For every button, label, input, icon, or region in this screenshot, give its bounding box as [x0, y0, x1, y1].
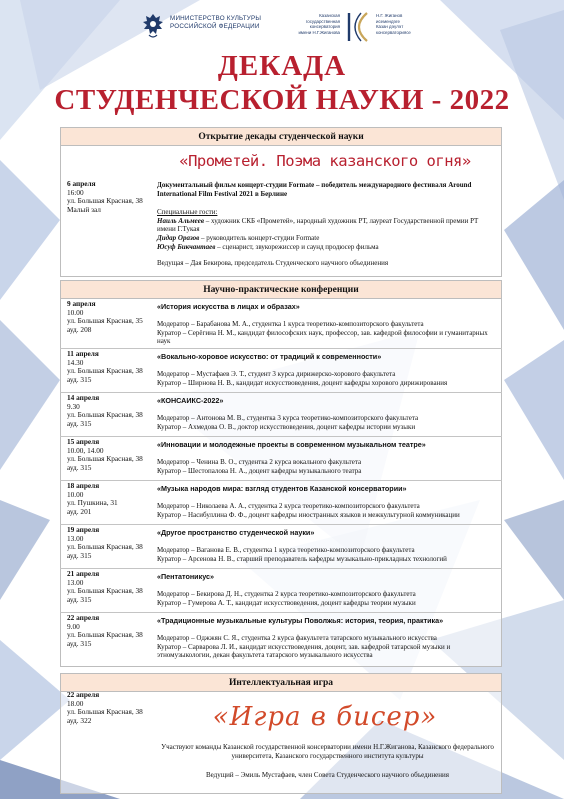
- opening-when-where: [67, 180, 153, 214]
- conference-title: «КОНСАИКС-2022»: [157, 396, 224, 405]
- event-room: ауд. 315: [67, 418, 92, 428]
- event-address: ул. Большая Красная, 38: [67, 366, 143, 376]
- conference-moderator: Модератор – Ченина В. О., студентка 2 курса вокального факультета: [157, 458, 362, 466]
- guest-name: Юсуф Бикчантаев: [157, 242, 216, 251]
- conference-moderator: Модератор – Оджжян С. Я., студентка 2 курса факультета татарского музыкального искусства: [157, 634, 437, 642]
- game-host: Ведущий – Эмиль Мустафаев, член Совета Студенческого научного объединения: [205, 771, 449, 779]
- event-time: 9.00: [67, 621, 80, 631]
- conference-moderator: Модератор – Мустафаев Э. Т., студент 3 курса дирижерско-хорового факультета: [157, 370, 396, 378]
- header-logos: [140, 10, 440, 44]
- event-room: Малый зал: [67, 204, 101, 214]
- event-time: 14.30: [67, 357, 84, 367]
- conference-when-where: [67, 300, 153, 334]
- conference-curator: Куратор – Гумерова А. Т., кандидат искусствоведения, доцент кафедры теории музыки: [157, 598, 416, 607]
- conference-title: «Инновации и молодежные проекты в современном музыкальном театре»: [157, 440, 426, 449]
- row-divider: [60, 436, 502, 437]
- event-time: 13.00: [67, 577, 84, 587]
- conference-when-where: [67, 526, 153, 560]
- event-date: 18 апреля: [67, 481, 100, 490]
- event-address: ул. Большая Красная, 38: [67, 586, 143, 596]
- conference-when-where: [67, 570, 153, 604]
- conference-moderator: Модератор – Барабанова М. А., студентка 1 курса теоретико-композиторского факультета: [157, 320, 424, 328]
- event-time: 13.00: [67, 533, 84, 543]
- row-divider: [60, 568, 502, 569]
- event-time: 18.00: [67, 698, 84, 708]
- conference-people: [157, 634, 497, 660]
- event-time: 9.30: [67, 401, 80, 411]
- conference-curator: Куратор – Шестопалова Н. А., доцент кафедры музыкального театра: [157, 466, 362, 475]
- event-address: ул. Большая Красная, 38: [67, 196, 143, 206]
- conference-title: «Традиционные музыкальные культуры Поволжья: история, теория, практика»: [157, 616, 444, 625]
- conference-title: «Другое пространство студенческой науки»: [157, 528, 315, 537]
- section-header-game: Интеллектуальная игра: [60, 673, 502, 692]
- event-room: ауд. 315: [67, 462, 92, 472]
- guest-name: Наиль Альмеев: [157, 216, 204, 225]
- event-address: ул. Большая Красная, 38: [67, 410, 143, 420]
- event-room: ауд. 315: [67, 374, 92, 384]
- event-time: 10.00, 14.00: [67, 445, 104, 455]
- game-when-where: [67, 691, 153, 725]
- conference-when-where: [67, 438, 153, 472]
- event-time: 10.00: [67, 489, 84, 499]
- section-header-conferences: Научно-практические конференции: [60, 280, 502, 299]
- conference-people: [157, 370, 497, 387]
- conference-people: [157, 590, 497, 607]
- section-header-opening: Открытие декады студенческой науки: [60, 127, 502, 146]
- ministry-name: МИНИСТЕРСТВО КУЛЬТУРЫ РОССИЙСКОЙ ФЕДЕРАЦИИ: [170, 15, 262, 30]
- conference-moderator: Модератор – Ваганова Е. В., студентка 1 курса теоретико-композиторского факультета: [157, 546, 415, 554]
- conference-title: «Вокально-хоровое искусство: от традиций к современности»: [157, 352, 382, 361]
- row-divider: [60, 480, 502, 481]
- row-divider: [60, 392, 502, 393]
- game-participants: Участвуют команды Казанской государственной консерватории имени Н.Г.Жиганова, Казанского федерального университета, Казанского государственного института культуры: [161, 743, 494, 760]
- event-room: ауд. 315: [67, 550, 92, 560]
- conference-moderator: Модератор – Николаева А. А., студентка 2 курса теоретико-композиторского факультета: [157, 502, 420, 510]
- conservatory-name-tt: Н.Г. Жиганов исемендәге Казан дәүләт консерваториясе: [376, 13, 411, 35]
- conference-curator: Куратор – Серёгина Н. М., кандидат философских наук, профессор, зав. кафедрой философии и гуманитарных наук: [157, 328, 488, 346]
- event-date: 9 апреля: [67, 299, 96, 308]
- conference-when-where: [67, 614, 153, 648]
- conference-title: «Музыка народов мира: взгляд студентов Казанской консерватории»: [157, 484, 407, 493]
- event-room: ауд. 322: [67, 715, 92, 725]
- conference-people: [157, 414, 497, 431]
- opening-host: Ведущая – Дая Бекирова, председатель Студенческого научного объединения: [157, 259, 389, 268]
- guest-2: Дидар Оразов – руководитель концерт-студии Formate: [157, 233, 320, 242]
- event-address: ул. Пушкина, 31: [67, 498, 118, 508]
- opening-film-title: «Прометей. Поэма казанского огня»: [179, 152, 471, 170]
- event-date: 14 апреля: [67, 393, 100, 402]
- conference-curator: Куратор – Насибуллина Ф. Ф., доцент кафедры иностранных языков и межкультурной коммуникации: [157, 510, 460, 519]
- event-room: ауд. 315: [67, 594, 92, 604]
- conference-moderator: Модератор – Бекирова Д. Н., студентка 2 курса теоретико-композиторского факультета: [157, 590, 416, 598]
- guest-1: Наиль Альмеев – художник СКБ «Прометей», народный художник РТ, лауреат Государственной премии РТ имени Г.Тукая: [157, 216, 479, 234]
- conference-title: «История искусства в лицах и образах»: [157, 302, 300, 311]
- event-time: 16:00: [67, 187, 84, 197]
- conference-people: [157, 546, 497, 563]
- event-address: ул. Большая Красная, 35: [67, 316, 143, 326]
- conference-people: [157, 502, 497, 519]
- event-date: 22 апреля: [67, 690, 100, 699]
- row-divider: [60, 612, 502, 613]
- film-description: Документальный фильм концерт-студии Formate – победитель международного фестиваля Around International Film Festival 2021 в Берлине: [157, 181, 472, 198]
- event-address: ул. Большая Красная, 38: [67, 707, 143, 717]
- event-date: 22 апреля: [67, 613, 100, 622]
- game-title: «Игра в бисер»: [212, 702, 438, 732]
- conservatory-name-ru: Казанская государственная консерватория имени Н.Г.Жиганова: [298, 13, 340, 35]
- conservatory-logo-icon: [345, 11, 371, 43]
- conference-when-where: [67, 482, 153, 516]
- page-title-line2: СТУДЕНЧЕСКОЙ НАУКИ - 2022: [54, 84, 510, 116]
- event-address: ул. Большая Красная, 38: [67, 630, 143, 640]
- conference-when-where: [67, 394, 153, 428]
- ministry-emblem-icon: [140, 12, 166, 40]
- conference-curator: Куратор – Ширнова Н. В., кандидат искусствоведения, доцент кафедры хорового дирижирования: [157, 378, 448, 387]
- event-room: ауд. 315: [67, 638, 92, 648]
- event-room: ауд. 201: [67, 506, 92, 516]
- event-date: 6 апреля: [67, 179, 96, 188]
- page-title-line1: ДЕКАДА: [217, 50, 347, 82]
- conference-when-where: [67, 350, 153, 384]
- row-divider: [60, 524, 502, 525]
- conference-curator: Куратор – Ахмедова О. В., доктор искусствоведения, доцент кафедры истории музыки: [157, 422, 416, 431]
- conference-curator: Куратор – Сарварова Л. И., кандидат искусствоведения, доцент, зав. кафедрой татарской музыки и этномузыкологии, декан факультета татарского музыкального искусства: [157, 642, 451, 660]
- conference-moderator: Модератор – Антонова М. В., студентка 3 курса теоретико-композиторского факультета: [157, 414, 419, 422]
- event-date: 15 апреля: [67, 437, 100, 446]
- event-date: 19 апреля: [67, 525, 100, 534]
- conference-people: [157, 320, 497, 346]
- conference-people: [157, 458, 497, 475]
- event-room: ауд. 208: [67, 324, 92, 334]
- guest-3: Юсуф Бикчантаев – сценарист, звукорежиссер и саунд продюсер фильма: [157, 242, 379, 251]
- event-date: 21 апреля: [67, 569, 100, 578]
- opening-details: [157, 181, 497, 268]
- event-time: 10.00: [67, 307, 84, 317]
- event-address: ул. Большая Красная, 38: [67, 454, 143, 464]
- event-address: ул. Большая Красная, 38: [67, 542, 143, 552]
- conference-title: «Пентатоникус»: [157, 572, 215, 581]
- conference-curator: Куратор – Арсенова Н. В., старший преподаватель кафедры музыкально-прикладных технологий: [157, 554, 447, 563]
- guest-name: Дидар Оразов: [157, 233, 200, 242]
- row-divider: [60, 348, 502, 349]
- event-date: 11 апреля: [67, 349, 99, 358]
- guests-label: Специальные гости:: [157, 208, 218, 217]
